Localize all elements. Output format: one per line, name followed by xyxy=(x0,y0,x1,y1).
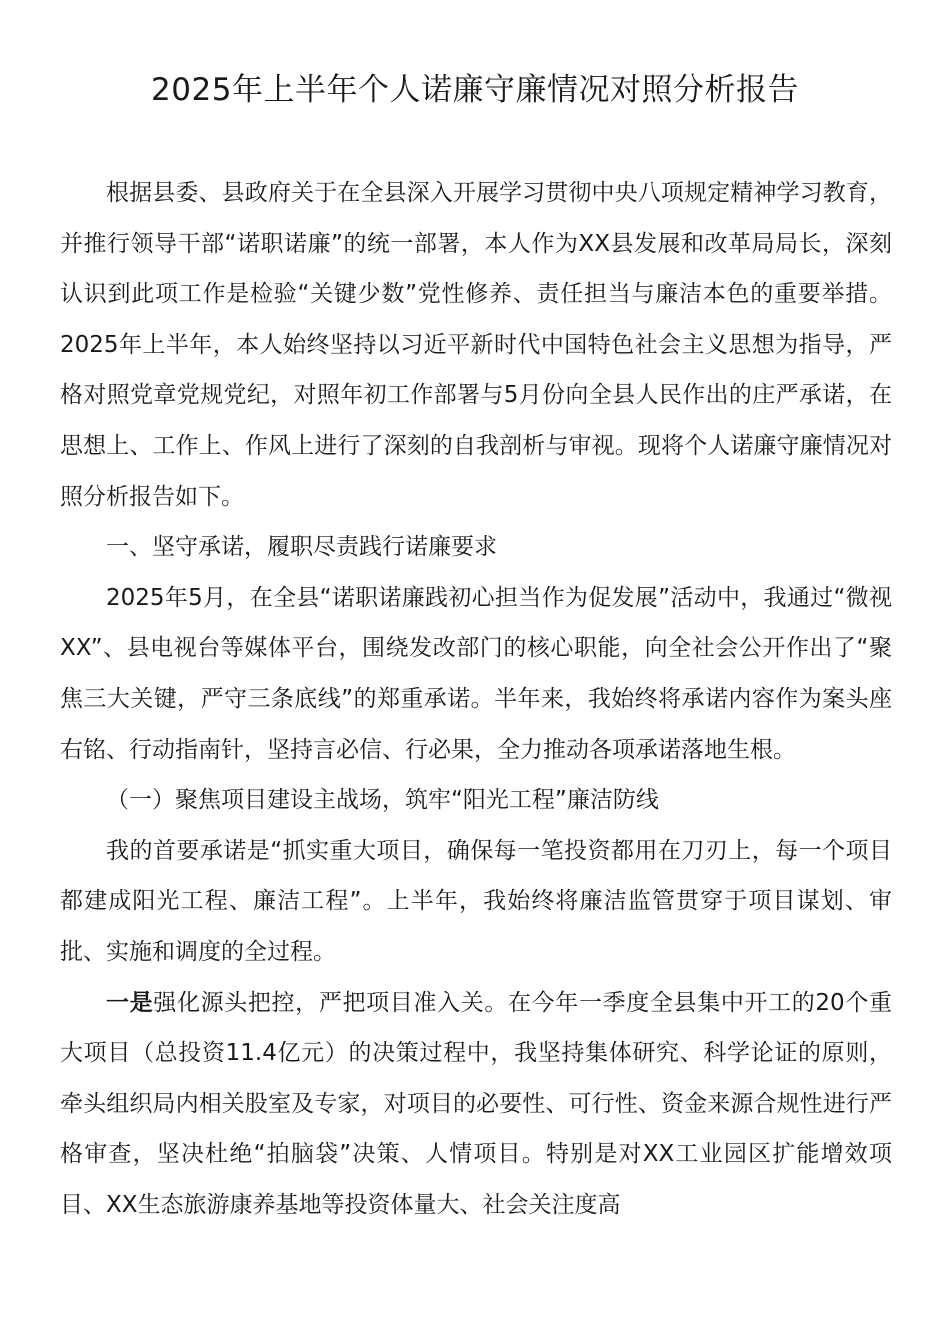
paragraph-commitment: 2025年5月，在全县“诺职诺廉践初心担当作为促发展”活动中，我通过“微视XX”、县电视台等媒体平台，围绕发改部门的核心职能，向全社会公开作出了“聚焦三大关键，严守三条底线”的郑重承诺。半年来，我始终将承诺内容作为案头座右铭、行动指南针，坚持言必信、行必果，全力推动各项承诺落地生根。 xyxy=(60,584,892,763)
point-one-lead: 一是 xyxy=(106,989,154,1016)
document-body xyxy=(60,168,892,1230)
intro-paragraph: 根据县委、县政府关于在全县深入开展学习贯彻中央八项规定精神学习教育，并推行领导干部“诺职诺廉”的统一部署，本人作为XX县发展和改革局局长，深刻认识到此项工作是检验“关键少数”党性修养、责任担当与廉洁本色的重要举措。2025年上半年，本人始终坚持以习近平新时代中国特色社会主义思想为指导，严格对照党章党规党纪，对照年初工作部署与5月份向全县人民作出的庄严承诺，在思想上、工作上、作风上进行了深刻的自我剖析与审视。现将个人诺廉守廉情况对照分析报告如下。 xyxy=(60,180,892,510)
document-title: 2025年上半年个人诺廉守廉情况对照分析报告 xyxy=(151,72,799,108)
paragraph-first-commitment: 我的首要承诺是“抓实重大项目，确保每一笔投资都用在刀刃上，每一个项目都建成阳光工程、廉洁工程”。上半年，我始终将廉洁监管贯穿于项目谋划、审批、实施和调度的全过程。 xyxy=(60,837,892,965)
paragraph-point-one xyxy=(60,978,892,1231)
subsection-heading-1: （一）聚焦项目建设主战场，筑牢“阳光工程”廉洁防线 xyxy=(106,787,659,814)
section-heading-1: 一、坚守承诺，履职尽责践行诺廉要求 xyxy=(106,534,497,561)
point-one-text: 强化源头把控，严把项目准入关。在今年一季度全县集中开工的20个重大项目（总投资11.4亿元）的决策过程中，我坚持集体研究、科学论证的原则，牵头组织局内相关股室及专家，对项目的必要性、可行性、资金来源合规性进行严格审查，坚决杜绝“拍脑袋”决策、人情项目。特别是对XX工业园区扩能增效项目、XX生态旅游康养基地等投资体量大、社会关注度高 xyxy=(60,989,892,1218)
